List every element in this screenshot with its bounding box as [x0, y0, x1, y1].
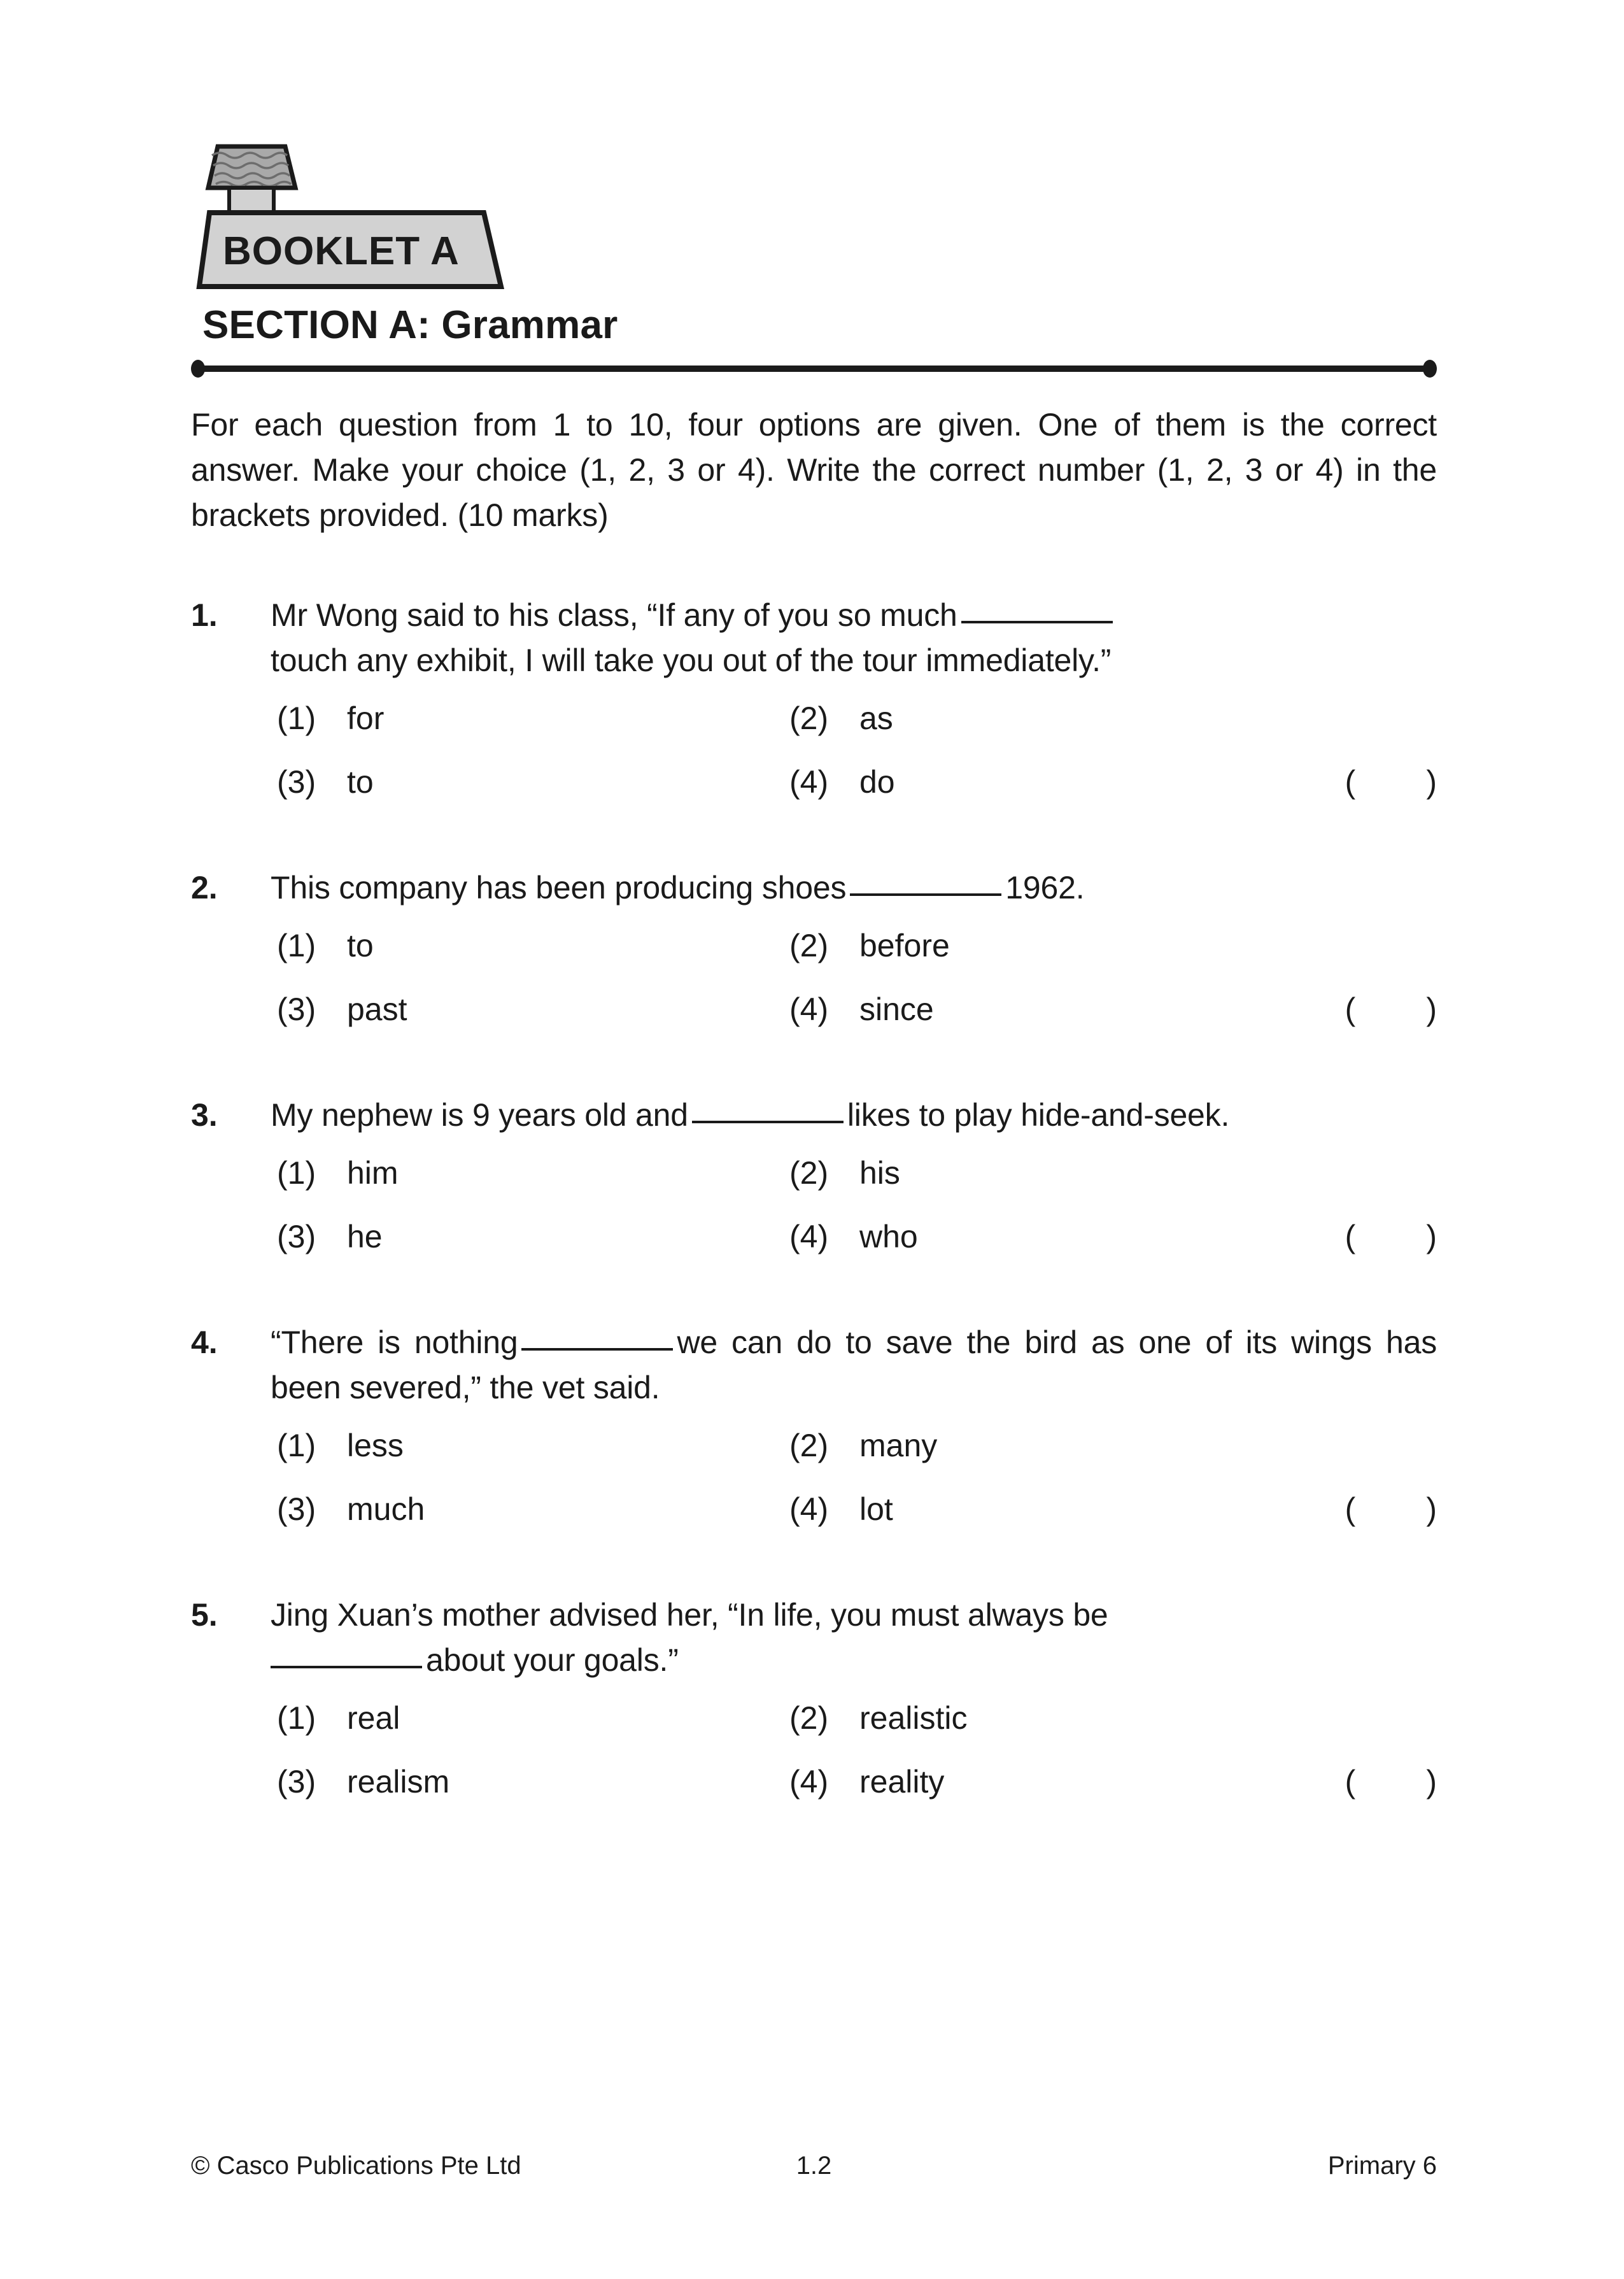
question-5-option-1-marker: (1): [277, 1700, 316, 1736]
question-3-head: [191, 1093, 1437, 1138]
question-5-option-4-text: reality: [859, 1764, 945, 1800]
question-5-option-1[interactable]: [277, 1696, 400, 1741]
question-5-stem-before: Jing Xuan’s mother advised her, “In life, you must always be: [271, 1597, 1108, 1633]
question-5-option-1-text: real: [347, 1700, 400, 1736]
question-2-option-4-marker: (4): [789, 991, 829, 1027]
question-2-option-row-1: [271, 923, 1437, 987]
question-2-number: 2.: [191, 870, 218, 905]
question-2-options: [191, 923, 1437, 1051]
question-4-number: 4.: [191, 1324, 218, 1360]
question-3-option-row-2: [271, 1214, 1437, 1278]
question-5-option-3[interactable]: [277, 1759, 449, 1805]
question-4-option-1-marker: (1): [277, 1428, 316, 1463]
question-5-option-row-2: [271, 1759, 1437, 1823]
question-2-option-2-text: before: [859, 928, 950, 963]
question-1-option-3-text: to: [347, 764, 374, 800]
divider-dot-right-icon: [1423, 360, 1437, 378]
question-5-head: [191, 1593, 1437, 1683]
footer-level: Primary 6: [1327, 2152, 1437, 2180]
question-4-option-2-text: many: [859, 1428, 938, 1463]
question-1-head: [191, 593, 1437, 683]
question-4-stem-before: “There is nothing: [271, 1324, 518, 1360]
question-2-option-3-text: past: [347, 991, 407, 1027]
question-3-option-4-marker: (4): [789, 1219, 829, 1254]
question-5-answer-bracket[interactable]: ( ): [1345, 1764, 1437, 1800]
question-4-option-4-text: lot: [859, 1491, 893, 1527]
question-1-options: [191, 696, 1437, 823]
question-5-blank[interactable]: [271, 1666, 422, 1668]
question-1-option-2-text: as: [859, 700, 893, 736]
instructions-paragraph: For each question from 1 to 10, four options are given. One of them is the correct answer. Make your choice (1, 2, 3 or 4). Write the correct number (1, 2, 3 or 4) in the brackets provided. (10 marks): [191, 407, 1437, 533]
footer-page-number: 1.2: [796, 2152, 832, 2180]
question-5-option-row-1: [271, 1696, 1437, 1759]
question-3-option-2-text: his: [859, 1155, 900, 1191]
question-5-option-2-marker: (2): [789, 1700, 829, 1736]
question-3-option-2[interactable]: [789, 1151, 900, 1196]
question-1-option-1-marker: (1): [277, 700, 316, 736]
question-2-option-1[interactable]: [277, 923, 374, 969]
question-4-option-row-2: [271, 1487, 1437, 1551]
footer-copyright: © Casco Publications Pte Ltd: [191, 2152, 521, 2180]
question-2-option-3-marker: (3): [277, 991, 316, 1027]
question-4-options: [191, 1423, 1437, 1551]
question-3-option-1[interactable]: [277, 1151, 399, 1196]
section-divider: [191, 358, 1437, 380]
question-2-option-3[interactable]: [277, 987, 407, 1032]
question-4-option-3-text: much: [347, 1491, 425, 1527]
question-3-option-3-marker: (3): [277, 1219, 316, 1254]
question-3-stem: [271, 1093, 1437, 1138]
question-1-option-1[interactable]: [277, 696, 384, 741]
lamp-stem-icon: [229, 188, 274, 213]
section-heading: SECTION A: Grammar: [202, 303, 618, 347]
question-2: [191, 865, 1437, 1051]
question-3-number: 3.: [191, 1097, 218, 1133]
question-4-answer-bracket[interactable]: ( ): [1345, 1491, 1437, 1527]
question-3-options: [191, 1151, 1437, 1278]
question-2-stem-line: [271, 865, 1437, 911]
question-5-option-4-marker: (4): [789, 1764, 829, 1800]
question-4: [191, 1320, 1437, 1551]
question-1: [191, 593, 1437, 823]
question-3-option-2-marker: (2): [789, 1155, 829, 1191]
question-4-option-1-text: less: [347, 1428, 404, 1463]
content-column: [191, 402, 1437, 1823]
lamp-shade-icon: [208, 146, 295, 188]
question-3: [191, 1093, 1437, 1278]
question-3-answer-bracket[interactable]: ( ): [1345, 1219, 1437, 1254]
question-4-blank[interactable]: [521, 1348, 673, 1351]
question-5-stem-line2: [271, 1638, 1437, 1683]
question-1-stem: [271, 593, 1437, 683]
question-2-answer-bracket[interactable]: ( ): [1345, 991, 1437, 1027]
question-2-option-4-text: since: [859, 991, 934, 1027]
question-5-stem: [271, 1593, 1437, 1683]
question-3-blank[interactable]: [692, 1121, 844, 1123]
question-4-option-3-marker: (3): [277, 1491, 316, 1527]
question-4-option-4-marker: (4): [789, 1491, 829, 1527]
question-5-option-2-text: realistic: [859, 1700, 968, 1736]
question-4-option-2[interactable]: [789, 1423, 937, 1468]
question-3-option-4[interactable]: [789, 1214, 918, 1260]
question-2-option-1-text: to: [347, 928, 374, 963]
question-5-option-3-text: realism: [347, 1764, 450, 1800]
question-4-option-1[interactable]: [277, 1423, 404, 1468]
question-3-option-4-text: who: [859, 1219, 918, 1254]
question-5-number: 5.: [191, 1597, 218, 1633]
question-3-option-row-1: [271, 1151, 1437, 1214]
question-1-stem-after: touch any exhibit, I will take you out of the tour immediately.”: [271, 643, 1112, 678]
question-1-option-4-marker: (4): [789, 764, 829, 800]
question-1-option-row-1: [271, 696, 1437, 760]
question-2-head: [191, 865, 1437, 911]
question-1-option-3[interactable]: [277, 760, 374, 805]
question-1-blank[interactable]: [961, 621, 1113, 623]
question-4-option-3[interactable]: [277, 1487, 425, 1532]
question-2-option-4[interactable]: [789, 987, 934, 1032]
question-5-option-2[interactable]: [789, 1696, 967, 1741]
question-1-number: 1.: [191, 597, 218, 633]
question-1-option-2[interactable]: [789, 696, 893, 741]
question-5-option-4[interactable]: [789, 1759, 944, 1805]
question-3-stem-after: likes to play hide-and-seek.: [847, 1097, 1230, 1133]
question-3-option-1-text: him: [347, 1155, 399, 1191]
question-5: [191, 1593, 1437, 1823]
question-2-blank[interactable]: [850, 893, 1001, 896]
page-footer: [191, 2148, 1437, 2183]
question-2-stem-after: 1962.: [1005, 870, 1085, 905]
question-1-answer-bracket[interactable]: ( ): [1345, 764, 1437, 800]
question-1-option-4[interactable]: [789, 760, 895, 805]
question-5-options: [191, 1696, 1437, 1823]
question-4-stem: [271, 1320, 1437, 1410]
question-5-option-3-marker: (3): [277, 1764, 316, 1800]
question-5-stem-after: about your goals.”: [426, 1642, 679, 1678]
question-1-option-1-text: for: [347, 700, 385, 736]
question-1-option-3-marker: (3): [277, 764, 316, 800]
question-1-stem-before: Mr Wong said to his class, “If any of you so much: [271, 597, 957, 633]
question-2-option-row-2: [271, 987, 1437, 1051]
question-4-option-row-1: [271, 1423, 1437, 1487]
question-3-stem-before: My nephew is 9 years old and: [271, 1097, 688, 1133]
question-2-stem: [271, 865, 1437, 911]
question-4-option-2-marker: (2): [789, 1428, 829, 1463]
question-2-option-1-marker: (1): [277, 928, 316, 963]
question-4-head: [191, 1320, 1437, 1410]
booklet-label-plate: [199, 213, 501, 287]
divider-bar: [197, 366, 1430, 372]
booklet-tab-icon: [194, 141, 525, 294]
question-2-option-2-marker: (2): [789, 928, 829, 963]
question-3-option-1-marker: (1): [277, 1155, 316, 1191]
question-2-stem-before: This company has been producing shoes: [271, 870, 847, 905]
question-2-option-2[interactable]: [789, 923, 950, 969]
question-4-stem-after: we can do to save the bird as one of its wings has been severed,” the vet said.: [271, 1324, 1437, 1405]
question-3-option-3-text: he: [347, 1219, 383, 1254]
question-1-option-row-2: [271, 760, 1437, 823]
question-1-option-4-text: do: [859, 764, 895, 800]
question-3-option-3[interactable]: [277, 1214, 383, 1260]
question-4-option-4[interactable]: [789, 1487, 893, 1532]
question-1-option-2-marker: (2): [789, 700, 829, 736]
booklet-label: BOOKLET A: [223, 229, 460, 273]
